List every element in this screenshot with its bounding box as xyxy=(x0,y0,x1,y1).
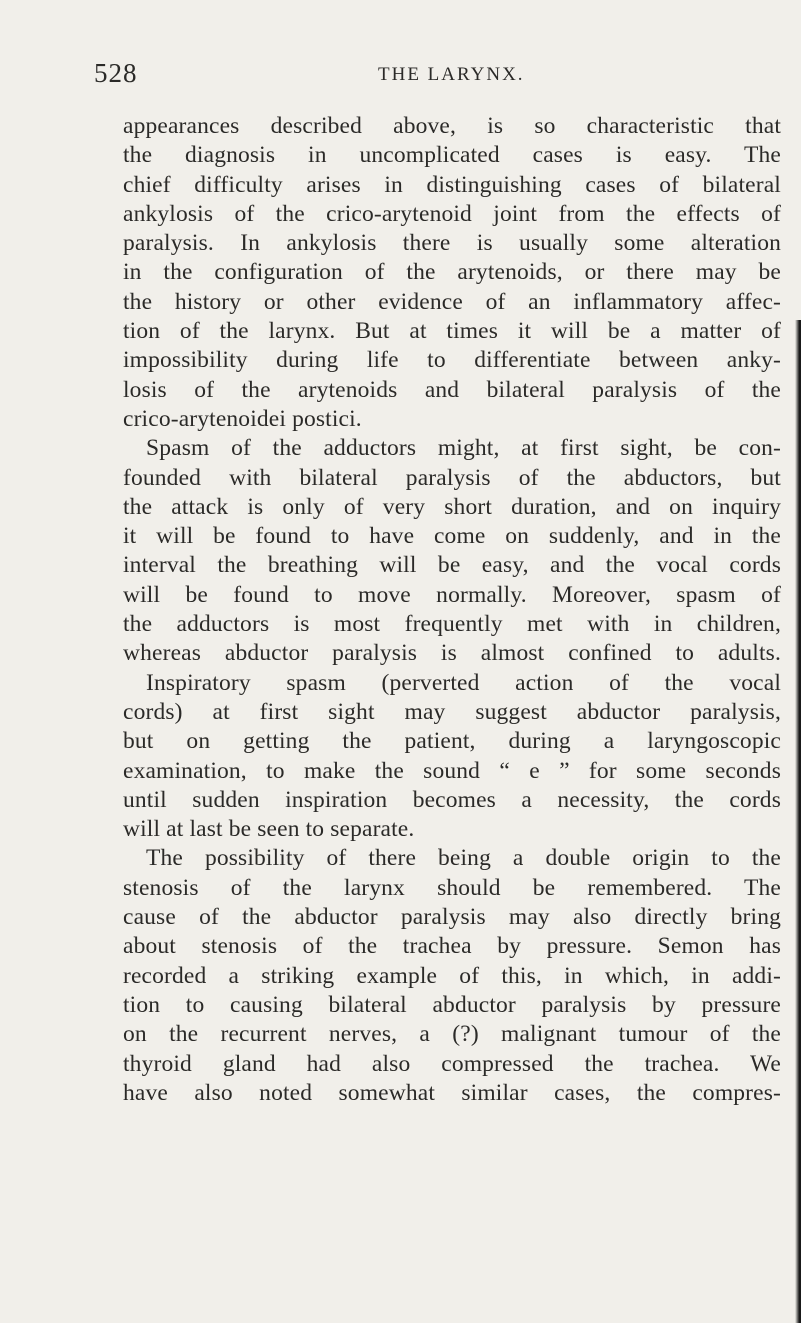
text-line: tion of the larynx. But at times it will be a matter of xyxy=(123,318,781,345)
text-line: thyroid gland had also compressed the trachea. We xyxy=(123,1050,781,1077)
text-line: the attack is only of very short duration, and on inquiry xyxy=(123,493,781,520)
text-line: Spasm of the adductors might, at first sight, be con- xyxy=(146,435,781,462)
text-line: cause of the abductor paralysis may also directly bring xyxy=(123,904,781,931)
text-line: tion to causing bilateral abductor paralysis by pressure xyxy=(123,991,781,1018)
text-line: in the configuration of the arytenoids, or there may be xyxy=(123,259,781,286)
text-line: the history or other evidence of an inflammatory affec- xyxy=(123,288,781,315)
text-line: paralysis. In ankylosis there is usually some alteration xyxy=(123,230,781,257)
text-line: until sudden inspiration becomes a necessity, the cords xyxy=(123,786,781,813)
text-line: on the recurrent nerves, a (?) malignant tumour of the xyxy=(123,1021,781,1048)
page-edge-shadow xyxy=(795,320,801,1323)
text-line: stenosis of the larynx should be remembered. The xyxy=(123,874,781,901)
body-text xyxy=(123,112,781,1108)
text-line: will at last be seen to separate. xyxy=(123,816,415,843)
text-line: cords) at first sight may suggest abductor paralysis, xyxy=(123,698,781,725)
text-line: ankylosis of the crico-arytenoid joint from the effects of xyxy=(123,200,781,227)
text-line: founded with bilateral paralysis of the abductors, but xyxy=(123,464,781,491)
text-line: about stenosis of the trachea by pressure. Semon has xyxy=(123,933,781,960)
text-line: it will be found to have come on suddenly, and in the xyxy=(123,523,781,550)
text-line: recorded a striking example of this, in which, in addi- xyxy=(123,962,781,989)
text-line: the adductors is most frequently met with in children, xyxy=(123,611,781,638)
text-line: chief difficulty arises in distinguishing cases of bilateral xyxy=(123,171,781,198)
page-header xyxy=(0,58,801,98)
text-line: losis of the arytenoids and bilateral paralysis of the xyxy=(123,376,781,403)
text-line: but on getting the patient, during a laryngoscopic xyxy=(123,728,781,755)
text-line: interval the breathing will be easy, and the vocal cords xyxy=(123,552,781,579)
text-line: examination, to make the sound “ e ” for some seconds xyxy=(123,757,781,784)
text-line: whereas abductor paralysis is almost confined to adults. xyxy=(123,640,781,667)
running-head: THE LARYNX. xyxy=(378,64,525,85)
text-line: the diagnosis in uncomplicated cases is easy. The xyxy=(123,142,781,169)
text-line: impossibility during life to differentiate between anky- xyxy=(123,347,781,374)
page-number: 528 xyxy=(94,58,138,88)
text-line: will be found to move normally. Moreover, spasm of xyxy=(123,581,781,608)
text-line: The possibility of there being a double origin to the xyxy=(146,845,781,872)
text-line: appearances described above, is so characteristic that xyxy=(123,113,781,139)
text-line: Inspiratory spasm (perverted action of the vocal xyxy=(146,669,781,696)
text-line: crico-arytenoidei postici. xyxy=(123,405,362,432)
text-line: have also noted somewhat similar cases, the compres- xyxy=(123,1079,781,1106)
